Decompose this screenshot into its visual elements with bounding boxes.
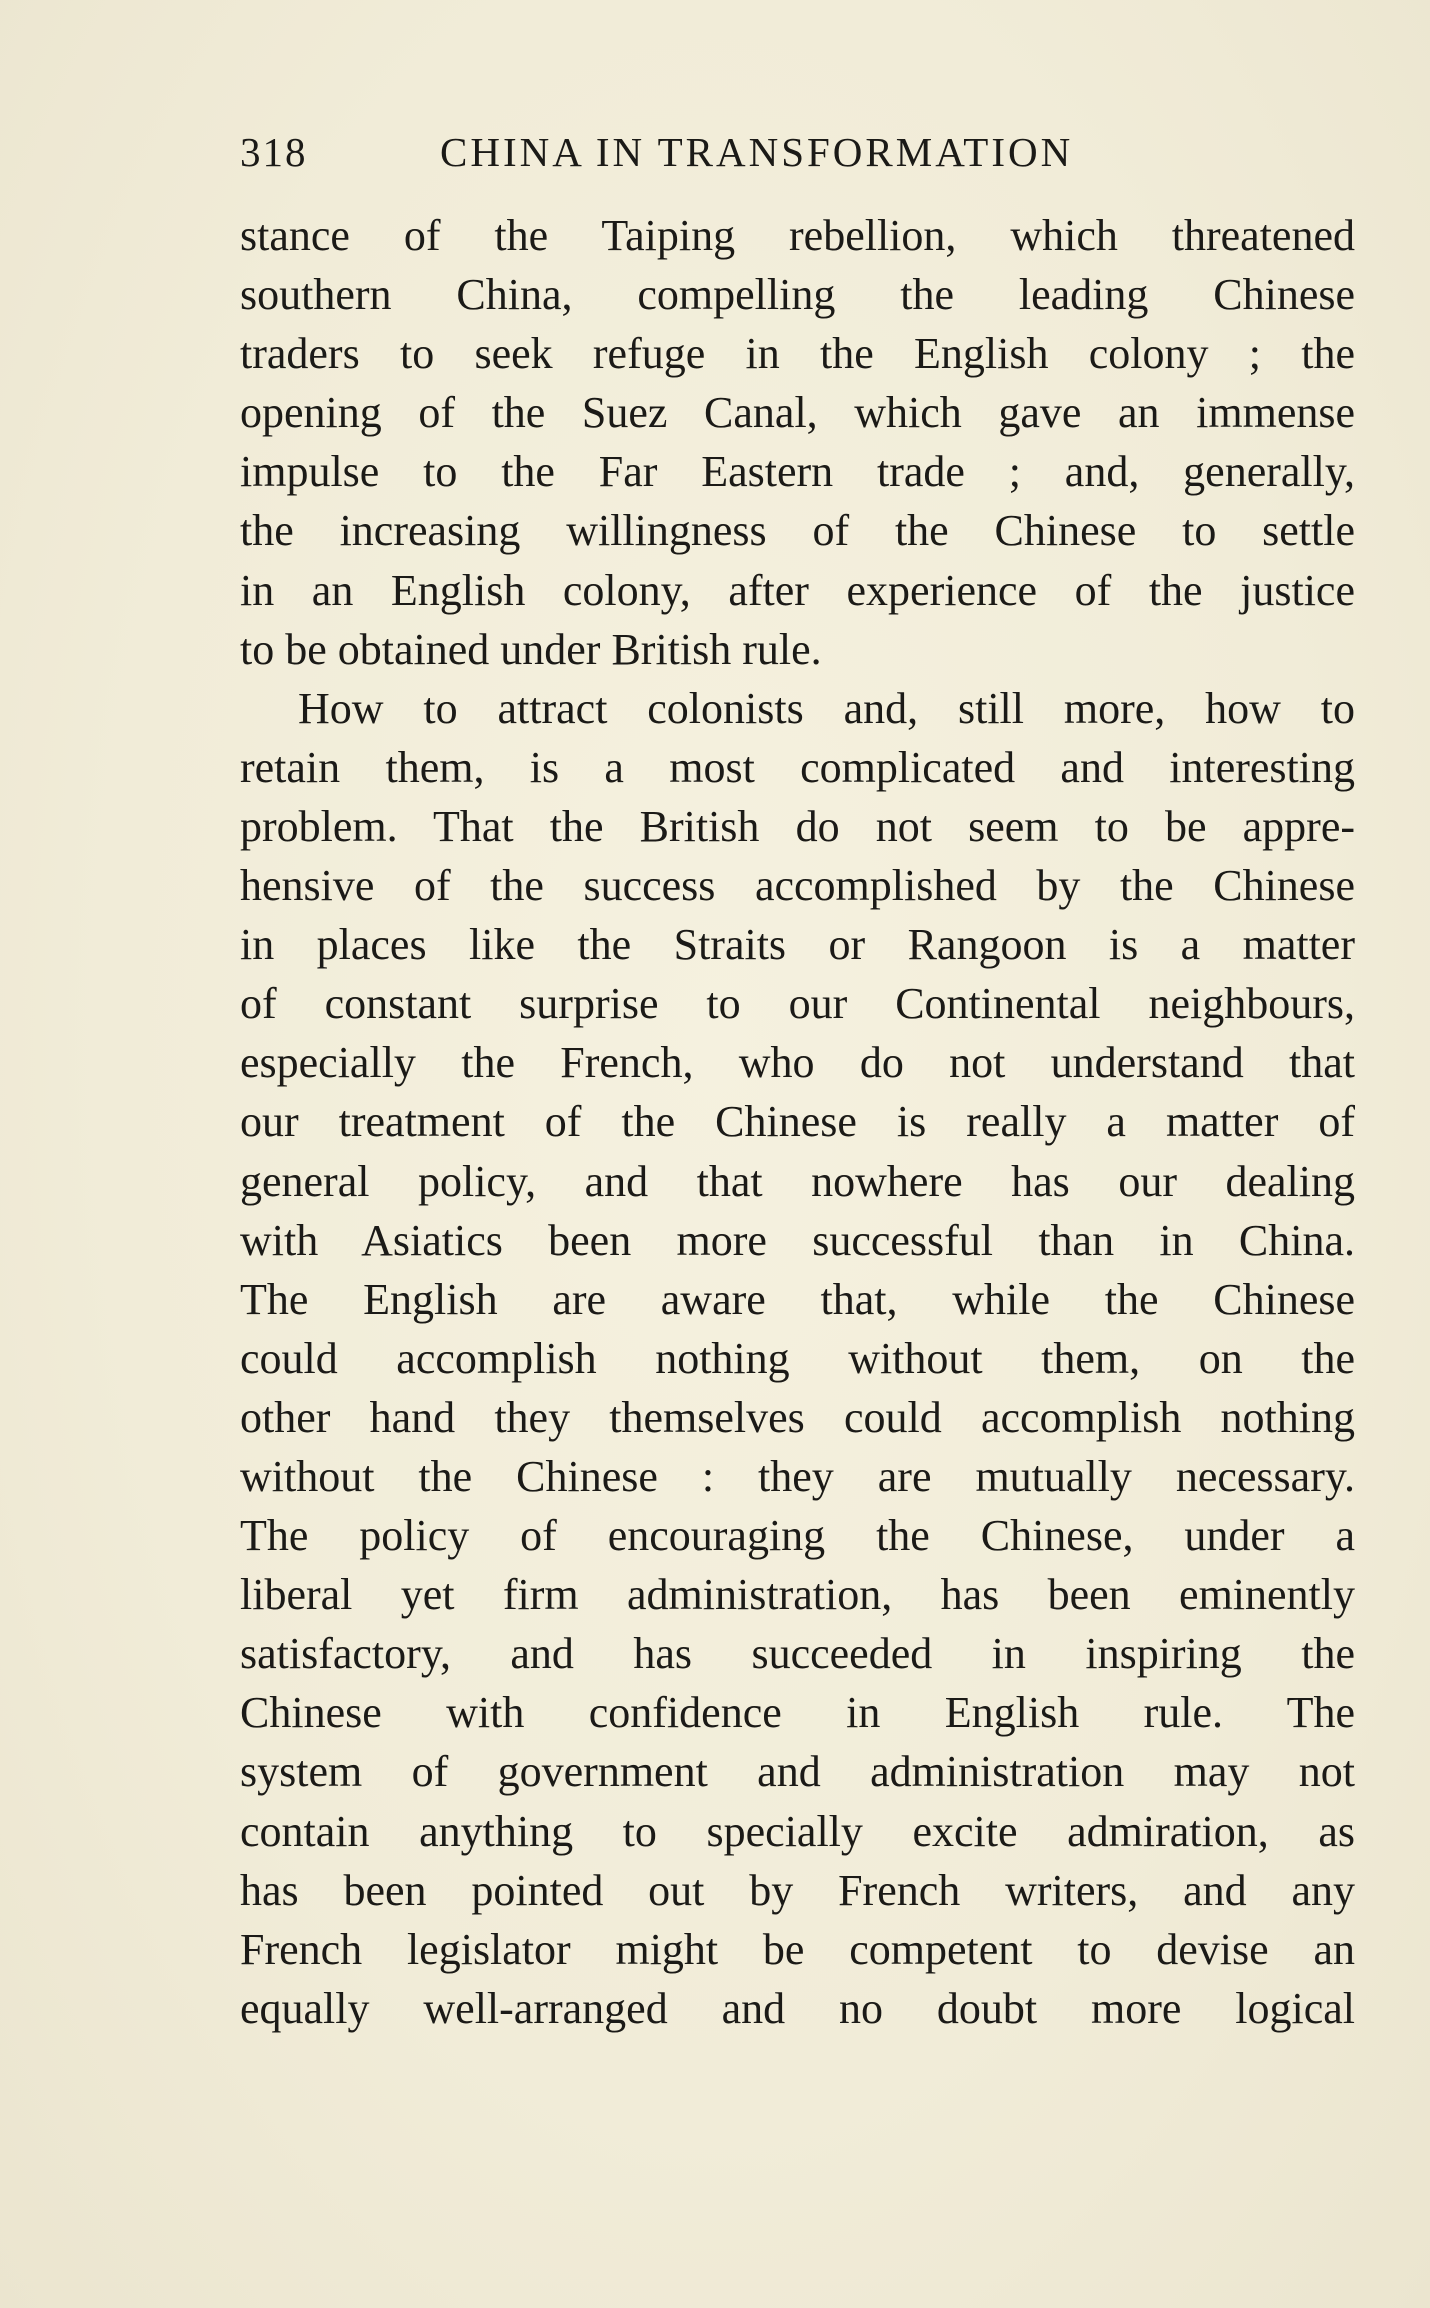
text-line: system of government and administration may not xyxy=(240,1747,1355,1797)
text-line: hensive of the success accomplished by the Chinese xyxy=(240,861,1355,911)
running-head xyxy=(240,128,1240,184)
text-line: contain anything to specially excite admiration, as xyxy=(240,1806,1355,1856)
text-line: in an English colony, after experience of the justice xyxy=(240,565,1355,615)
text-line: The policy of encouraging the Chinese, under a xyxy=(240,1511,1355,1561)
text-line: our treatment of the Chinese is really a matter of xyxy=(240,1097,1355,1147)
text-line: southern China, compelling the leading Chinese xyxy=(240,270,1355,320)
text-line: traders to seek refuge in the English colony ; the xyxy=(240,329,1355,379)
text-line: stance of the Taiping rebellion, which threatened xyxy=(240,211,1355,260)
text-line: could accomplish nothing without them, on the xyxy=(240,1333,1355,1383)
text-line: with Asiatics been more successful than in China. xyxy=(240,1215,1355,1265)
text-line: Chinese with confidence in English rule. The xyxy=(240,1688,1355,1738)
text-line: to be obtained under British rule. xyxy=(240,624,822,674)
text-line: satisfactory, and has succeeded in inspiring the xyxy=(240,1629,1355,1679)
text-line: in places like the Straits or Rangoon is a matter xyxy=(240,920,1355,970)
text-line: without the Chinese : they are mutually necessary. xyxy=(240,1451,1355,1501)
text-line: problem. That the British do not seem to be appre- xyxy=(240,801,1355,851)
text-line: opening of the Suez Canal, which gave an immense xyxy=(240,388,1355,438)
text-line: of constant surprise to our Continental neighbours, xyxy=(240,979,1355,1029)
text-line: equally well-arranged and no doubt more logical xyxy=(240,1983,1355,2033)
text-line: retain them, is a most complicated and interesting xyxy=(240,742,1355,792)
text-line: liberal yet firm administration, has been eminently xyxy=(240,1570,1355,1620)
running-title: CHINA IN TRANSFORMATION xyxy=(440,129,1074,175)
text-line: other hand they themselves could accomplish nothing xyxy=(240,1392,1355,1442)
page-number: 318 xyxy=(240,129,308,175)
body-text xyxy=(240,206,1355,2038)
text-line: the increasing willingness of the Chinese to settle xyxy=(240,506,1355,556)
text-line: The English are aware that, while the Chinese xyxy=(240,1274,1355,1324)
text-line: impulse to the Far Eastern trade ; and, generally, xyxy=(240,447,1355,497)
paragraph-start-line: How to attract colonists and, still more, how to xyxy=(298,683,1355,733)
text-line: especially the French, who do not understand that xyxy=(240,1038,1355,1088)
text-line: French legislator might be competent to devise an xyxy=(240,1924,1355,1974)
text-line: has been pointed out by French writers, and any xyxy=(240,1865,1355,1915)
text-line: general policy, and that nowhere has our dealing xyxy=(240,1156,1355,1206)
